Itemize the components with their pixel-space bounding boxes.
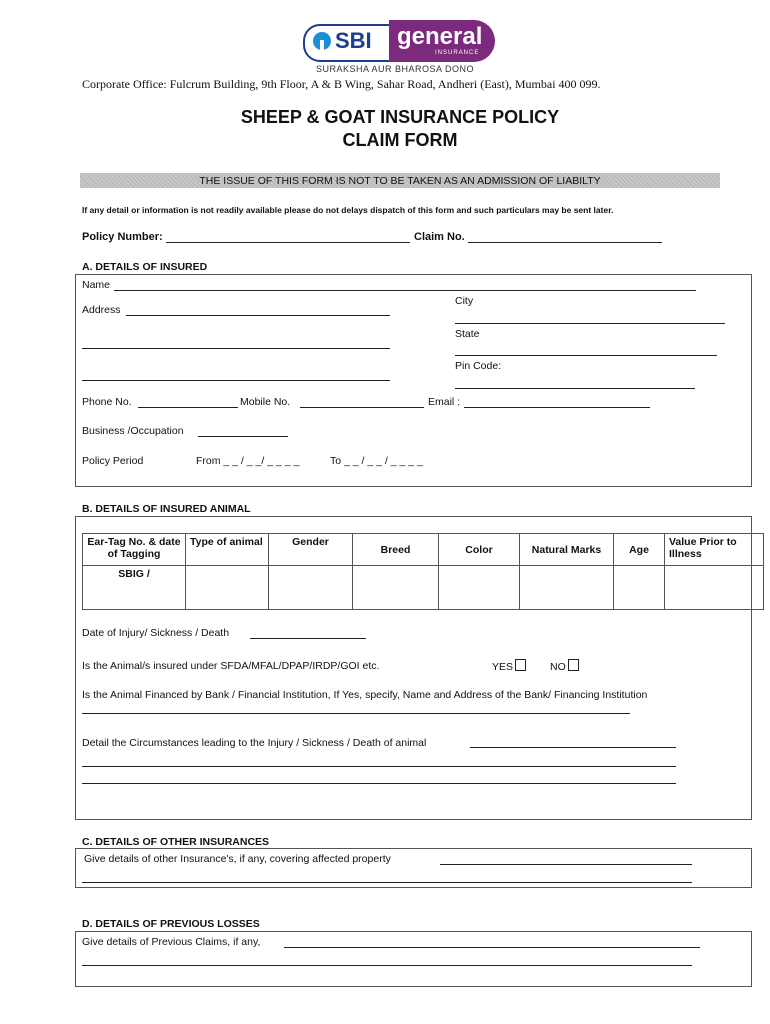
circumstances-field-1[interactable]	[470, 747, 676, 748]
other-insurance-field-2[interactable]	[82, 882, 692, 883]
mobile-label: Mobile No.	[240, 396, 291, 408]
section-a-title: A. DETAILS OF INSURED	[82, 261, 208, 273]
mobile-field[interactable]	[300, 407, 424, 408]
logo-product: general	[397, 23, 483, 50]
header-value: Value Prior to Illness	[665, 534, 764, 566]
logo-keyhole-icon	[313, 32, 331, 50]
other-insurance-field-1[interactable]	[440, 864, 692, 865]
claim-number-field[interactable]	[468, 242, 662, 243]
section-b-title: B. DETAILS OF INSURED ANIMAL	[82, 503, 251, 515]
no-option[interactable]	[550, 659, 579, 673]
header-gender: Gender	[269, 534, 353, 566]
logo-tagline: SURAKSHA AUR BHAROSA DONO	[316, 64, 475, 74]
cell-age[interactable]	[614, 566, 665, 610]
header-ear-tag: Ear-Tag No. & date of Tagging	[83, 534, 186, 566]
yes-label: YES	[492, 661, 514, 673]
cell-ear-tag[interactable]: SBIG /	[83, 566, 186, 610]
logo-sub: INSURANCE	[435, 50, 480, 56]
animal-table	[82, 533, 764, 610]
business-field[interactable]	[198, 436, 288, 437]
section-d-title: D. DETAILS OF PREVIOUS LOSSES	[82, 918, 260, 930]
injury-date-label: Date of Injury/ Sickness / Death	[82, 627, 230, 639]
notice-text: THE ISSUE OF THIS FORM IS NOT TO BE TAKEN AS AN ADMISSION OF LIABILTY	[199, 175, 601, 187]
section-c-title: C. DETAILS OF OTHER INSURANCES	[82, 836, 270, 848]
state-label: State	[455, 328, 480, 340]
form-title-line1: SHEEP & GOAT INSURANCE POLICY	[240, 107, 560, 127]
header-type: Type of animal	[186, 534, 269, 566]
circumstances-field-2[interactable]	[82, 766, 676, 767]
name-label: Name	[82, 279, 111, 291]
state-field[interactable]	[455, 355, 717, 356]
yes-checkbox[interactable]	[515, 659, 526, 671]
pincode-label: Pin Code:	[455, 360, 502, 372]
business-label: Business /Occupation	[82, 425, 184, 437]
city-label: City	[455, 295, 474, 307]
company-logo	[303, 20, 495, 62]
city-field[interactable]	[455, 323, 725, 324]
policy-period-to[interactable]: To _ _ / _ _ / _ _ _ _	[330, 455, 423, 467]
cell-color[interactable]	[439, 566, 520, 610]
phone-field[interactable]	[138, 407, 238, 408]
header-breed: Breed	[353, 534, 439, 566]
insured-under-label: Is the Animal/s insured under SFDA/MFAL/DPAP/IRDP/GOI etc.	[82, 660, 380, 672]
logo-brand: SBI	[335, 28, 372, 53]
financed-field[interactable]	[82, 713, 630, 714]
email-field[interactable]	[464, 407, 650, 408]
no-checkbox[interactable]	[568, 659, 579, 671]
yes-option[interactable]	[492, 659, 526, 673]
circumstances-field-3[interactable]	[82, 783, 676, 784]
address-field-3[interactable]	[82, 380, 390, 381]
policy-number-field[interactable]	[166, 242, 410, 243]
cell-value[interactable]	[665, 566, 764, 610]
name-field[interactable]	[114, 290, 696, 291]
pincode-field[interactable]	[455, 388, 695, 389]
address-field-1[interactable]	[126, 315, 390, 316]
cell-breed[interactable]	[353, 566, 439, 610]
address-label: Address	[82, 304, 121, 316]
no-label: NO	[550, 661, 566, 673]
email-label: Email :	[428, 396, 461, 408]
animal-table-row	[83, 566, 764, 610]
header-age: Age	[614, 534, 665, 566]
cell-natural-marks[interactable]	[520, 566, 614, 610]
form-title-line2: CLAIM FORM	[342, 130, 458, 150]
policy-number-label: Policy Number:	[82, 231, 163, 243]
cell-gender[interactable]	[269, 566, 353, 610]
previous-claims-field-1[interactable]	[284, 947, 700, 948]
circumstances-label: Detail the Circumstances leading to the Injury / Sickness / Death of animal	[82, 737, 427, 749]
header-color: Color	[439, 534, 520, 566]
other-insurance-label: Give details of other Insurance's, if any, covering affected property	[84, 853, 391, 865]
phone-label: Phone No.	[82, 396, 132, 408]
instruction-text: If any detail or information is not readily available please do not delays dispatch of this form and such particulars may be sent later.	[82, 205, 614, 215]
policy-period-label: Policy Period	[82, 455, 144, 467]
policy-period-from[interactable]: From _ _ / _ _/ _ _ _ _	[196, 455, 300, 467]
financed-label: Is the Animal Financed by Bank / Financial Institution, If Yes, specify, Name and Address of the Bank/ Financing Institution	[82, 689, 648, 701]
address-field-2[interactable]	[82, 348, 390, 349]
corporate-address: Corporate Office: Fulcrum Building, 9th Floor, A & B Wing, Sahar Road, Andheri (East), Mumbai 400 099.	[82, 77, 601, 91]
injury-date-field[interactable]	[250, 638, 366, 639]
animal-table-header	[83, 534, 764, 566]
previous-claims-field-2[interactable]	[82, 965, 692, 966]
cell-type[interactable]	[186, 566, 269, 610]
claim-number-label: Claim No.	[414, 231, 465, 243]
header-natural-marks: Natural Marks	[520, 534, 614, 566]
previous-claims-label: Give details of Previous Claims, if any,	[82, 936, 261, 948]
